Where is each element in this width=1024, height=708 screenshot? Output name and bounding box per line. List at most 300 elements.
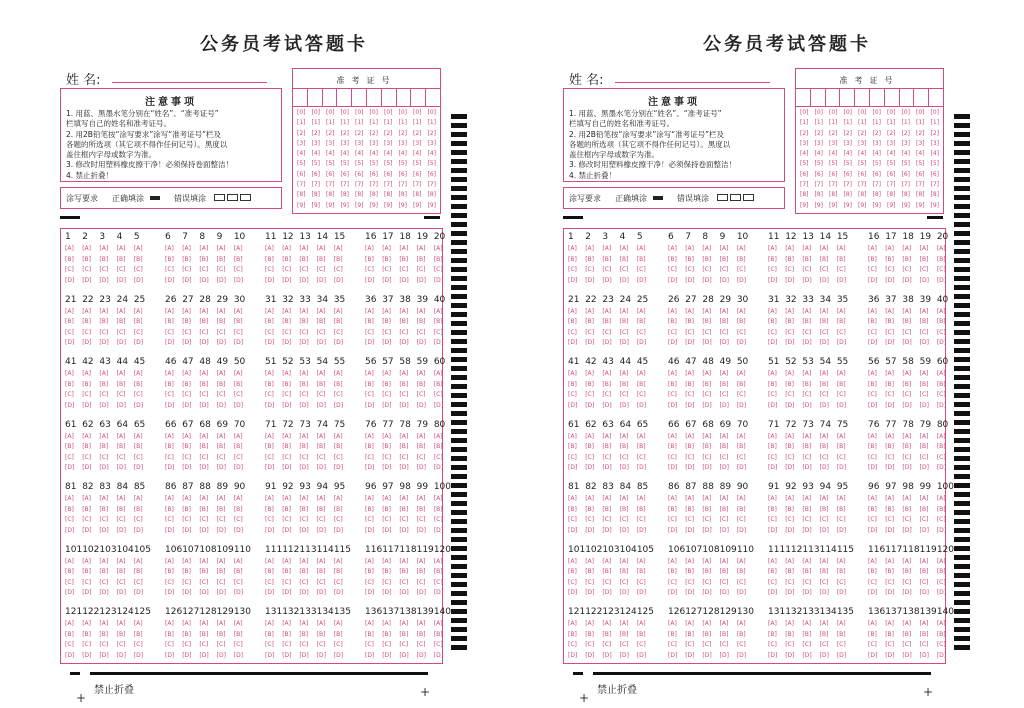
- option-bubble[interactable]: [B]: [685, 318, 695, 325]
- option-bubble[interactable]: [C]: [785, 641, 795, 648]
- option-bubble[interactable]: [B]: [416, 380, 426, 388]
- option-bubble[interactable]: [C]: [619, 391, 629, 398]
- exam-number-cell[interactable]: [426, 89, 440, 106]
- option-bubble[interactable]: [B]: [619, 630, 629, 638]
- option-bubble[interactable]: [A]: [936, 245, 946, 252]
- option-bubble[interactable]: [D]: [433, 276, 444, 284]
- option-bubble[interactable]: [A]: [299, 557, 309, 565]
- option-bubble[interactable]: [C]: [365, 516, 374, 523]
- option-bubble[interactable]: [C]: [736, 266, 746, 273]
- option-bubble[interactable]: [B]: [619, 255, 629, 263]
- option-bubble[interactable]: [C]: [719, 391, 729, 398]
- option-bubble[interactable]: [D]: [233, 526, 244, 534]
- option-bubble[interactable]: [D]: [785, 651, 795, 659]
- option-bubble[interactable]: [A]: [299, 245, 309, 252]
- option-bubble[interactable]: [A]: [719, 495, 729, 502]
- option-bubble[interactable]: [B]: [165, 443, 174, 450]
- option-bubble[interactable]: [C]: [233, 266, 243, 273]
- option-bubble[interactable]: [C]: [299, 266, 309, 273]
- option-bubble[interactable]: [D]: [885, 526, 895, 534]
- option-bubble[interactable]: [C]: [836, 391, 846, 398]
- exam-digit-bubble[interactable]: [9]: [887, 201, 896, 209]
- option-bubble[interactable]: [B]: [902, 630, 912, 638]
- option-bubble[interactable]: [D]: [99, 339, 109, 346]
- option-bubble[interactable]: [D]: [768, 526, 778, 534]
- option-bubble[interactable]: [C]: [585, 453, 595, 461]
- exam-digit-bubble[interactable]: [6]: [872, 170, 881, 178]
- option-bubble[interactable]: [D]: [216, 401, 226, 409]
- option-bubble[interactable]: [C]: [82, 391, 92, 398]
- option-bubble[interactable]: [B]: [585, 568, 595, 575]
- exam-digit-bubble[interactable]: [3]: [413, 139, 422, 147]
- exam-digit-bubble[interactable]: [2]: [326, 129, 335, 137]
- option-bubble[interactable]: [C]: [265, 578, 274, 586]
- option-bubble[interactable]: [D]: [233, 651, 244, 659]
- option-bubble[interactable]: [D]: [868, 526, 878, 534]
- option-bubble[interactable]: [C]: [265, 391, 274, 398]
- option-bubble[interactable]: [D]: [768, 276, 778, 284]
- option-bubble[interactable]: [C]: [768, 391, 777, 398]
- option-bubble[interactable]: [B]: [902, 318, 912, 325]
- option-bubble[interactable]: [D]: [919, 526, 929, 534]
- option-bubble[interactable]: [B]: [333, 630, 343, 638]
- option-bubble[interactable]: [C]: [636, 328, 646, 336]
- option-bubble[interactable]: [C]: [216, 641, 226, 648]
- option-bubble[interactable]: [A]: [585, 557, 594, 565]
- option-bubble[interactable]: [D]: [585, 526, 595, 534]
- option-bubble[interactable]: [A]: [836, 307, 846, 315]
- option-bubble[interactable]: [C]: [819, 516, 829, 523]
- option-bubble[interactable]: [C]: [365, 328, 374, 336]
- option-bubble[interactable]: [A]: [299, 432, 309, 440]
- exam-digit-bubble[interactable]: [4]: [413, 150, 422, 158]
- exam-digit-bubble[interactable]: [3]: [340, 139, 349, 147]
- exam-digit-bubble[interactable]: [2]: [398, 129, 407, 137]
- option-bubble[interactable]: [B]: [65, 318, 74, 325]
- option-bubble[interactable]: [A]: [182, 370, 191, 377]
- option-bubble[interactable]: [B]: [885, 505, 895, 513]
- option-bubble[interactable]: [A]: [736, 307, 746, 315]
- option-bubble[interactable]: [D]: [868, 464, 878, 471]
- option-bubble[interactable]: [A]: [568, 245, 577, 252]
- option-bubble[interactable]: [D]: [233, 464, 244, 471]
- option-bubble[interactable]: [D]: [902, 526, 912, 534]
- exam-digit-bubble[interactable]: [5]: [427, 160, 436, 168]
- option-bubble[interactable]: [B]: [165, 318, 174, 325]
- option-bubble[interactable]: [C]: [868, 516, 877, 523]
- option-bubble[interactable]: [D]: [668, 339, 678, 346]
- option-bubble[interactable]: [C]: [802, 641, 812, 648]
- exam-digit-bubble[interactable]: [2]: [369, 129, 378, 137]
- option-bubble[interactable]: [A]: [333, 620, 343, 627]
- option-bubble[interactable]: [C]: [199, 641, 209, 648]
- option-bubble[interactable]: [B]: [785, 568, 795, 575]
- option-bubble[interactable]: [A]: [785, 370, 794, 377]
- option-bubble[interactable]: [C]: [819, 266, 829, 273]
- exam-number-cell[interactable]: [914, 89, 929, 106]
- option-bubble[interactable]: [C]: [333, 516, 343, 523]
- option-bubble[interactable]: [B]: [165, 505, 174, 513]
- option-bubble[interactable]: [C]: [902, 266, 912, 273]
- option-bubble[interactable]: [A]: [316, 245, 326, 252]
- option-bubble[interactable]: [A]: [568, 307, 577, 315]
- option-bubble[interactable]: [A]: [116, 557, 126, 565]
- option-bubble[interactable]: [B]: [736, 318, 746, 325]
- option-bubble[interactable]: [D]: [182, 464, 192, 471]
- option-bubble[interactable]: [D]: [868, 589, 878, 596]
- exam-digit-bubble[interactable]: [0]: [858, 109, 867, 116]
- exam-digit-bubble[interactable]: [8]: [384, 191, 393, 199]
- option-bubble[interactable]: [C]: [299, 391, 309, 398]
- option-bubble[interactable]: [B]: [668, 568, 677, 575]
- option-bubble[interactable]: [D]: [433, 651, 444, 659]
- option-bubble[interactable]: [B]: [216, 255, 226, 263]
- option-bubble[interactable]: [D]: [433, 464, 444, 471]
- option-bubble[interactable]: [B]: [65, 443, 74, 450]
- option-bubble[interactable]: [D]: [885, 401, 895, 409]
- option-bubble[interactable]: [D]: [165, 651, 175, 659]
- option-bubble[interactable]: [A]: [602, 495, 612, 502]
- option-bubble[interactable]: [C]: [785, 391, 795, 398]
- option-bubble[interactable]: [D]: [65, 401, 75, 409]
- option-bubble[interactable]: [A]: [836, 432, 846, 440]
- option-bubble[interactable]: [A]: [868, 245, 877, 252]
- exam-number-cell[interactable]: [382, 89, 397, 106]
- option-bubble[interactable]: [B]: [919, 505, 929, 513]
- option-bubble[interactable]: [B]: [233, 380, 243, 388]
- option-bubble[interactable]: [D]: [685, 526, 695, 534]
- option-bubble[interactable]: [D]: [82, 464, 92, 471]
- option-bubble[interactable]: [B]: [868, 568, 877, 575]
- option-bubble[interactable]: [C]: [116, 391, 126, 398]
- exam-number-cell[interactable]: [840, 89, 855, 106]
- option-bubble[interactable]: [D]: [99, 401, 109, 409]
- option-bubble[interactable]: [B]: [265, 505, 274, 513]
- exam-digit-bubble[interactable]: [6]: [887, 170, 896, 178]
- option-bubble[interactable]: [B]: [82, 630, 92, 638]
- option-bubble[interactable]: [A]: [702, 620, 712, 627]
- option-bubble[interactable]: [C]: [265, 328, 274, 336]
- option-bubble[interactable]: [A]: [433, 370, 443, 377]
- option-bubble[interactable]: [D]: [885, 589, 895, 596]
- option-bubble[interactable]: [B]: [568, 380, 577, 388]
- option-bubble[interactable]: [D]: [65, 651, 75, 659]
- option-bubble[interactable]: [A]: [636, 370, 646, 377]
- exam-number-cell[interactable]: [337, 89, 352, 106]
- option-bubble[interactable]: [A]: [819, 370, 829, 377]
- exam-digit-bubble[interactable]: [7]: [413, 181, 422, 189]
- option-bubble[interactable]: [D]: [116, 589, 126, 596]
- option-bubble[interactable]: [D]: [602, 464, 612, 471]
- option-bubble[interactable]: [B]: [768, 255, 777, 263]
- option-bubble[interactable]: [D]: [836, 464, 847, 471]
- exam-digit-bubble[interactable]: [0]: [930, 109, 939, 116]
- exam-digit-bubble[interactable]: [4]: [355, 150, 364, 158]
- exam-digit-bubble[interactable]: [2]: [930, 129, 939, 137]
- option-bubble[interactable]: [B]: [399, 568, 409, 575]
- option-bubble[interactable]: [B]: [182, 255, 192, 263]
- option-bubble[interactable]: [D]: [165, 401, 175, 409]
- option-bubble[interactable]: [D]: [265, 401, 275, 409]
- option-bubble[interactable]: [C]: [382, 516, 392, 523]
- option-bubble[interactable]: [A]: [719, 620, 729, 627]
- option-bubble[interactable]: [C]: [685, 328, 695, 336]
- option-bubble[interactable]: [A]: [65, 307, 74, 315]
- exam-digit-bubble[interactable]: [4]: [916, 150, 925, 158]
- option-bubble[interactable]: [B]: [585, 505, 595, 513]
- option-bubble[interactable]: [A]: [216, 432, 226, 440]
- option-bubble[interactable]: [B]: [399, 505, 409, 513]
- exam-digit-bubble[interactable]: [9]: [814, 201, 823, 209]
- option-bubble[interactable]: [B]: [885, 255, 895, 263]
- option-bubble[interactable]: [D]: [182, 339, 192, 346]
- option-bubble[interactable]: [C]: [165, 453, 174, 461]
- exam-digit-bubble[interactable]: [1]: [413, 119, 422, 127]
- option-bubble[interactable]: [B]: [736, 255, 746, 263]
- option-bubble[interactable]: [D]: [685, 464, 695, 471]
- option-bubble[interactable]: [B]: [82, 568, 92, 575]
- option-bubble[interactable]: [C]: [802, 516, 812, 523]
- option-bubble[interactable]: [B]: [116, 380, 126, 388]
- option-bubble[interactable]: [C]: [316, 516, 326, 523]
- exam-digit-bubble[interactable]: [4]: [398, 150, 407, 158]
- option-bubble[interactable]: [A]: [668, 495, 677, 502]
- exam-digit-bubble[interactable]: [3]: [872, 139, 881, 147]
- exam-digit-bubble[interactable]: [0]: [340, 109, 349, 116]
- option-bubble[interactable]: [D]: [282, 464, 292, 471]
- option-bubble[interactable]: [D]: [133, 589, 144, 596]
- option-bubble[interactable]: [B]: [365, 505, 374, 513]
- option-bubble[interactable]: [C]: [768, 641, 777, 648]
- option-bubble[interactable]: [A]: [702, 495, 712, 502]
- option-bubble[interactable]: [B]: [702, 255, 712, 263]
- exam-digit-bubble[interactable]: [0]: [800, 109, 809, 116]
- exam-digit-bubble[interactable]: [5]: [398, 160, 407, 168]
- option-bubble[interactable]: [A]: [668, 620, 677, 627]
- option-bubble[interactable]: [D]: [719, 589, 729, 596]
- option-bubble[interactable]: [C]: [702, 516, 712, 523]
- option-bubble[interactable]: [C]: [902, 391, 912, 398]
- option-bubble[interactable]: [A]: [165, 432, 174, 440]
- option-bubble[interactable]: [D]: [333, 526, 344, 534]
- option-bubble[interactable]: [B]: [333, 443, 343, 450]
- option-bubble[interactable]: [B]: [636, 255, 646, 263]
- exam-digit-bubble[interactable]: [4]: [384, 150, 393, 158]
- option-bubble[interactable]: [C]: [365, 641, 374, 648]
- option-bubble[interactable]: [B]: [399, 443, 409, 450]
- option-bubble[interactable]: [D]: [936, 589, 947, 596]
- option-bubble[interactable]: [A]: [182, 432, 191, 440]
- option-bubble[interactable]: [D]: [116, 401, 126, 409]
- option-bubble[interactable]: [A]: [416, 370, 426, 377]
- option-bubble[interactable]: [B]: [416, 568, 426, 575]
- exam-digit-bubble[interactable]: [9]: [829, 201, 838, 209]
- exam-digit-bubble[interactable]: [3]: [427, 139, 436, 147]
- option-bubble[interactable]: [B]: [99, 443, 109, 450]
- option-bubble[interactable]: [B]: [868, 380, 877, 388]
- option-bubble[interactable]: [B]: [382, 380, 392, 388]
- option-bubble[interactable]: [A]: [116, 620, 126, 627]
- option-bubble[interactable]: [A]: [685, 307, 694, 315]
- option-bubble[interactable]: [D]: [585, 339, 595, 346]
- option-bubble[interactable]: [C]: [433, 453, 443, 461]
- option-bubble[interactable]: [C]: [382, 453, 392, 461]
- option-bubble[interactable]: [D]: [919, 464, 929, 471]
- option-bubble[interactable]: [D]: [333, 339, 344, 346]
- option-bubble[interactable]: [B]: [433, 630, 443, 638]
- exam-digit-bubble[interactable]: [3]: [843, 139, 852, 147]
- option-bubble[interactable]: [A]: [216, 245, 226, 252]
- option-bubble[interactable]: [C]: [65, 391, 74, 398]
- option-bubble[interactable]: [B]: [216, 443, 226, 450]
- option-bubble[interactable]: [A]: [868, 495, 877, 502]
- option-bubble[interactable]: [C]: [919, 328, 929, 336]
- option-bubble[interactable]: [B]: [199, 505, 209, 513]
- option-bubble[interactable]: [B]: [282, 568, 292, 575]
- option-bubble[interactable]: [C]: [736, 641, 746, 648]
- option-bubble[interactable]: [B]: [836, 255, 846, 263]
- option-bubble[interactable]: [C]: [265, 266, 274, 273]
- exam-number-cell[interactable]: [411, 89, 426, 106]
- option-bubble[interactable]: [A]: [233, 307, 243, 315]
- option-bubble[interactable]: [A]: [719, 557, 729, 565]
- option-bubble[interactable]: [D]: [668, 464, 678, 471]
- option-bubble[interactable]: [B]: [619, 318, 629, 325]
- exam-digit-bubble[interactable]: [4]: [369, 150, 378, 158]
- option-bubble[interactable]: [C]: [802, 266, 812, 273]
- option-bubble[interactable]: [D]: [399, 276, 409, 284]
- option-bubble[interactable]: [A]: [216, 307, 226, 315]
- option-bubble[interactable]: [C]: [233, 391, 243, 398]
- option-bubble[interactable]: [D]: [702, 339, 712, 346]
- option-bubble[interactable]: [D]: [216, 464, 226, 471]
- option-bubble[interactable]: [A]: [233, 495, 243, 502]
- option-bubble[interactable]: [C]: [919, 266, 929, 273]
- option-bubble[interactable]: [C]: [133, 578, 143, 586]
- exam-number-cell[interactable]: [900, 89, 915, 106]
- exam-digit-bubble[interactable]: [9]: [297, 201, 306, 209]
- option-bubble[interactable]: [A]: [282, 495, 291, 502]
- option-bubble[interactable]: [A]: [668, 557, 677, 565]
- option-bubble[interactable]: [D]: [719, 651, 729, 659]
- option-bubble[interactable]: [B]: [416, 505, 426, 513]
- option-bubble[interactable]: [C]: [316, 328, 326, 336]
- option-bubble[interactable]: [D]: [316, 276, 326, 284]
- option-bubble[interactable]: [B]: [116, 568, 126, 575]
- option-bubble[interactable]: [A]: [885, 432, 894, 440]
- option-bubble[interactable]: [C]: [216, 578, 226, 586]
- option-bubble[interactable]: [A]: [433, 495, 443, 502]
- exam-digit-bubble[interactable]: [9]: [872, 201, 881, 209]
- option-bubble[interactable]: [C]: [819, 391, 829, 398]
- option-bubble[interactable]: [A]: [785, 495, 794, 502]
- option-bubble[interactable]: [D]: [819, 526, 829, 534]
- option-bubble[interactable]: [A]: [365, 245, 374, 252]
- option-bubble[interactable]: [D]: [416, 589, 426, 596]
- option-bubble[interactable]: [B]: [316, 630, 326, 638]
- option-bubble[interactable]: [A]: [99, 557, 109, 565]
- exam-digit-bubble[interactable]: [2]: [829, 129, 838, 137]
- option-bubble[interactable]: [B]: [936, 568, 946, 575]
- exam-number-cell[interactable]: [397, 89, 412, 106]
- option-bubble[interactable]: [D]: [382, 526, 392, 534]
- option-bubble[interactable]: [A]: [416, 495, 426, 502]
- option-bubble[interactable]: [B]: [433, 568, 443, 575]
- exam-digit-bubble[interactable]: [2]: [355, 129, 364, 137]
- option-bubble[interactable]: [D]: [133, 401, 144, 409]
- exam-digit-bubble[interactable]: [4]: [843, 150, 852, 158]
- option-bubble[interactable]: [B]: [736, 630, 746, 638]
- option-bubble[interactable]: [D]: [299, 526, 309, 534]
- option-bubble[interactable]: [B]: [133, 505, 143, 513]
- exam-number-cell[interactable]: [826, 89, 841, 106]
- option-bubble[interactable]: [A]: [416, 620, 426, 627]
- option-bubble[interactable]: [B]: [282, 630, 292, 638]
- option-bubble[interactable]: [C]: [602, 453, 612, 461]
- option-bubble[interactable]: [D]: [365, 526, 375, 534]
- option-bubble[interactable]: [D]: [902, 589, 912, 596]
- option-bubble[interactable]: [B]: [902, 255, 912, 263]
- option-bubble[interactable]: [C]: [165, 516, 174, 523]
- exam-digit-bubble[interactable]: [4]: [814, 150, 823, 158]
- option-bubble[interactable]: [C]: [416, 453, 426, 461]
- option-bubble[interactable]: [A]: [802, 245, 812, 252]
- option-bubble[interactable]: [B]: [365, 318, 374, 325]
- option-bubble[interactable]: [C]: [568, 453, 577, 461]
- option-bubble[interactable]: [A]: [885, 620, 894, 627]
- option-bubble[interactable]: [A]: [885, 495, 894, 502]
- option-bubble[interactable]: [C]: [99, 578, 109, 586]
- option-bubble[interactable]: [B]: [82, 505, 92, 513]
- option-bubble[interactable]: [C]: [199, 266, 209, 273]
- option-bubble[interactable]: [A]: [165, 307, 174, 315]
- option-bubble[interactable]: [C]: [365, 578, 374, 586]
- option-bubble[interactable]: [A]: [116, 432, 126, 440]
- option-bubble[interactable]: [A]: [568, 557, 577, 565]
- option-bubble[interactable]: [A]: [199, 432, 209, 440]
- option-bubble[interactable]: [C]: [902, 578, 912, 586]
- option-bubble[interactable]: [B]: [382, 255, 392, 263]
- option-bubble[interactable]: [A]: [265, 307, 274, 315]
- option-bubble[interactable]: [B]: [82, 443, 92, 450]
- option-bubble[interactable]: [D]: [619, 589, 629, 596]
- exam-digit-bubble[interactable]: [9]: [800, 201, 809, 209]
- exam-digit-bubble[interactable]: [6]: [413, 170, 422, 178]
- option-bubble[interactable]: [D]: [216, 526, 226, 534]
- option-bubble[interactable]: [A]: [233, 432, 243, 440]
- option-bubble[interactable]: [D]: [182, 401, 192, 409]
- option-bubble[interactable]: [A]: [819, 495, 829, 502]
- exam-number-cell[interactable]: [323, 89, 338, 106]
- option-bubble[interactable]: [D]: [636, 276, 647, 284]
- option-bubble[interactable]: [C]: [685, 516, 695, 523]
- option-bubble[interactable]: [B]: [636, 505, 646, 513]
- option-bubble[interactable]: [C]: [433, 516, 443, 523]
- option-bubble[interactable]: [D]: [636, 526, 647, 534]
- option-bubble[interactable]: [D]: [819, 339, 829, 346]
- option-bubble[interactable]: [A]: [719, 370, 729, 377]
- option-bubble[interactable]: [D]: [785, 401, 795, 409]
- option-bubble[interactable]: [A]: [365, 370, 374, 377]
- option-bubble[interactable]: [D]: [316, 651, 326, 659]
- option-bubble[interactable]: [B]: [165, 255, 174, 263]
- option-bubble[interactable]: [B]: [216, 380, 226, 388]
- option-bubble[interactable]: [A]: [365, 495, 374, 502]
- option-bubble[interactable]: [D]: [116, 526, 126, 534]
- option-bubble[interactable]: [C]: [868, 641, 877, 648]
- option-bubble[interactable]: [D]: [299, 276, 309, 284]
- exam-digit-bubble[interactable]: [9]: [311, 201, 320, 209]
